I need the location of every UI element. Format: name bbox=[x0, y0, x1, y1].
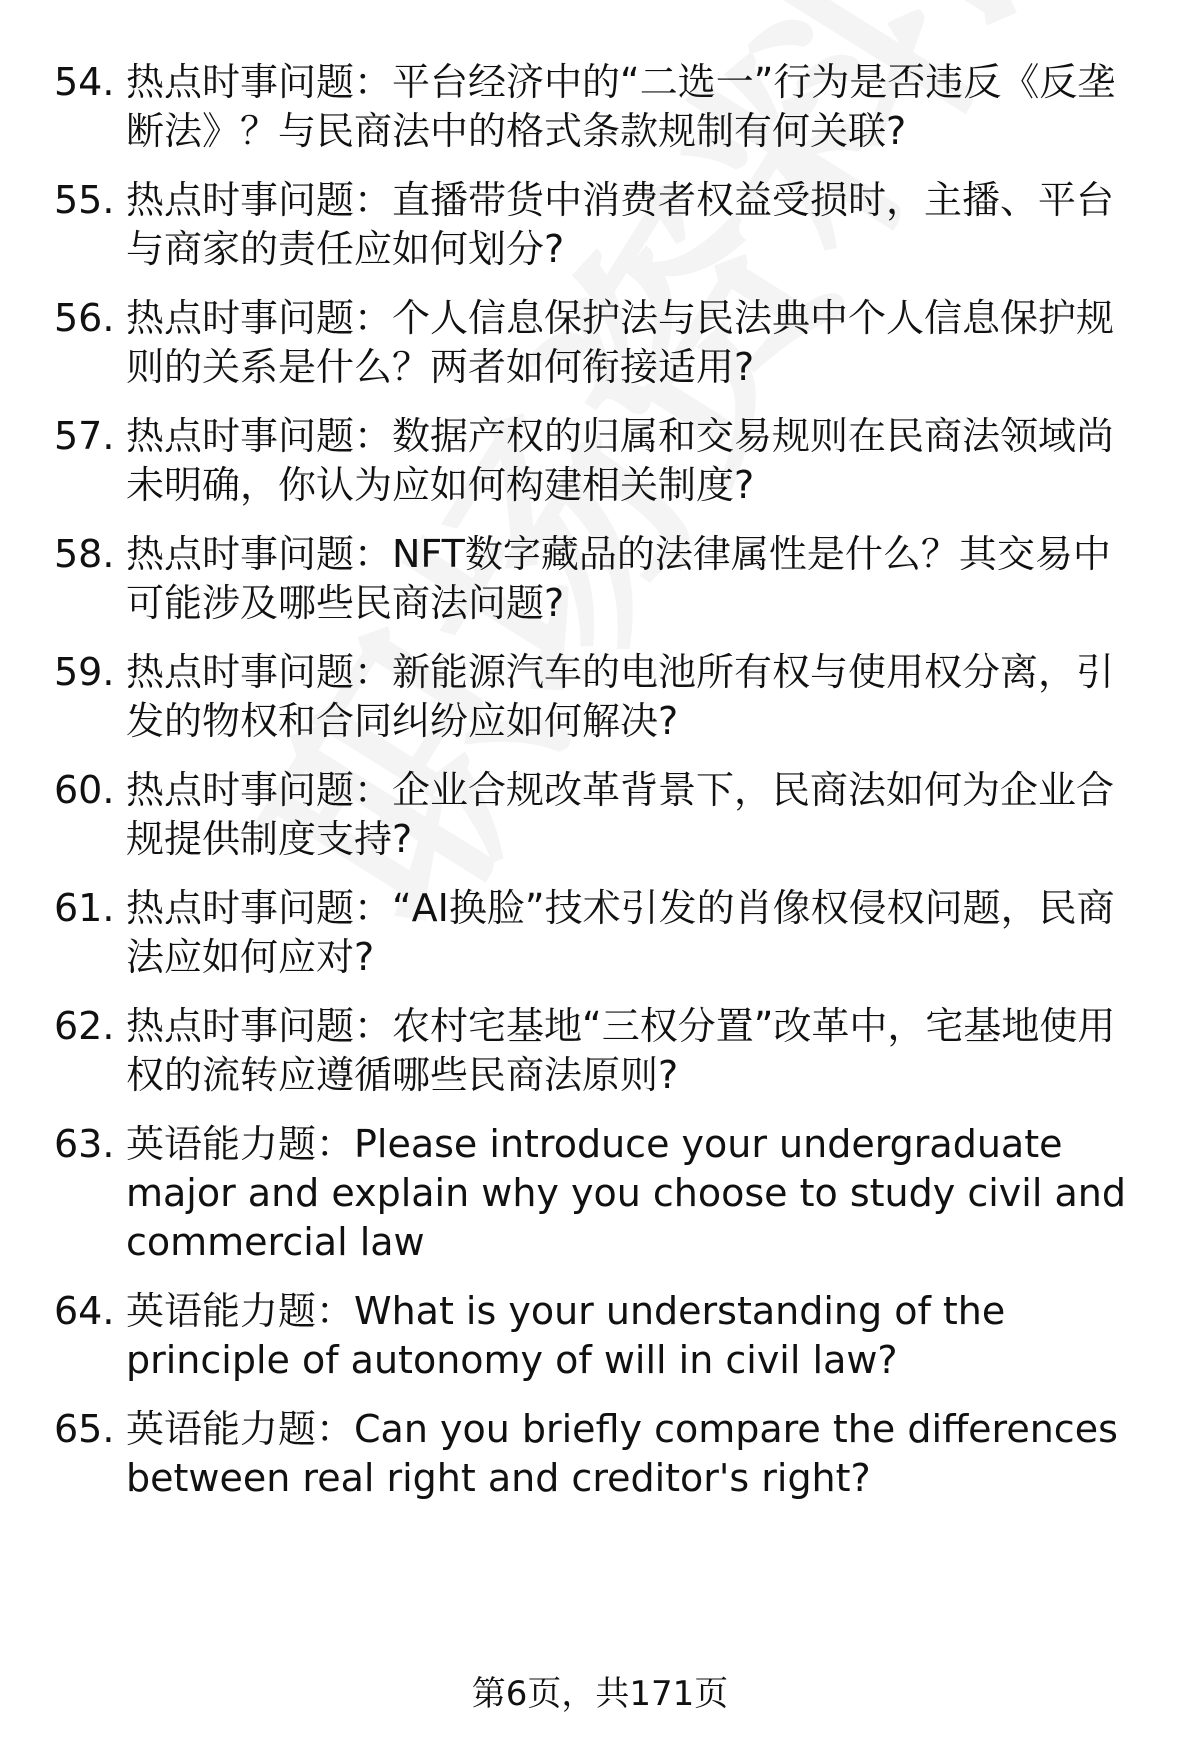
question-text: 英语能力题：Can you briefly compare the differences between real right and creditor's right? bbox=[126, 1407, 1118, 1500]
question-62 bbox=[54, 1002, 1144, 1100]
question-text: 热点时事问题：NFT数字藏品的法律属性是什么？其交易中可能涉及哪些民商法问题? bbox=[126, 532, 1111, 625]
question-text: 热点时事问题：企业合规改革背景下，民商法如何为企业合规提供制度支持? bbox=[126, 768, 1115, 861]
question-59 bbox=[54, 648, 1144, 746]
page-indicator: 第6页，共171页 bbox=[471, 1674, 729, 1714]
question-text: 热点时事问题：新能源汽车的电池所有权与使用权分离，引发的物权和合同纠纷应如何解决? bbox=[126, 650, 1115, 743]
question-number: 59. bbox=[54, 650, 115, 694]
question-number: 65. bbox=[54, 1407, 115, 1451]
question-56 bbox=[54, 294, 1144, 392]
question-number: 63. bbox=[54, 1122, 115, 1166]
question-61 bbox=[54, 884, 1144, 982]
question-number: 57. bbox=[54, 414, 115, 458]
question-text: 热点时事问题：直播带货中消费者权益受损时，主播、平台与商家的责任应如何划分? bbox=[126, 178, 1115, 271]
question-65 bbox=[54, 1405, 1144, 1503]
question-57 bbox=[54, 412, 1144, 510]
question-number: 60. bbox=[54, 768, 115, 812]
question-text: 英语能力题：Please introduce your undergraduate major and explain why you choose to study civil and commercial law bbox=[126, 1122, 1126, 1264]
question-number: 61. bbox=[54, 886, 115, 930]
question-number: 56. bbox=[54, 296, 115, 340]
question-64 bbox=[54, 1287, 1144, 1385]
question-number: 62. bbox=[54, 1004, 115, 1048]
question-text: 热点时事问题：农村宅基地“三权分置”改革中，宅基地使用权的流转应遵循哪些民商法原则? bbox=[126, 1004, 1116, 1097]
question-text: 英语能力题：What is your understanding of the principle of autonomy of will in civil law? bbox=[126, 1289, 1006, 1382]
question-number: 55. bbox=[54, 178, 115, 222]
question-text: 热点时事问题：平台经济中的“二选一”行为是否违反《反垄断法》？与民商法中的格式条款规制有何关联? bbox=[126, 60, 1116, 153]
question-number: 54. bbox=[54, 60, 115, 104]
question-63 bbox=[54, 1120, 1144, 1267]
question-text: 热点时事问题：个人信息保护法与民法典中个人信息保护规则的关系是什么？两者如何衔接适用? bbox=[126, 296, 1115, 389]
question-55 bbox=[54, 176, 1144, 274]
question-number: 64. bbox=[54, 1289, 115, 1333]
question-58 bbox=[54, 530, 1144, 628]
question-list bbox=[54, 58, 1144, 1503]
question-54 bbox=[54, 58, 1144, 156]
question-text: 热点时事问题：数据产权的归属和交易规则在民商法领域尚未明确，你认为应如何构建相关制度? bbox=[126, 414, 1115, 507]
question-60 bbox=[54, 766, 1144, 864]
question-number: 58. bbox=[54, 532, 115, 576]
question-text: 热点时事问题：“AI换脸”技术引发的肖像权侵权问题，民商法应如何应对? bbox=[126, 886, 1115, 979]
